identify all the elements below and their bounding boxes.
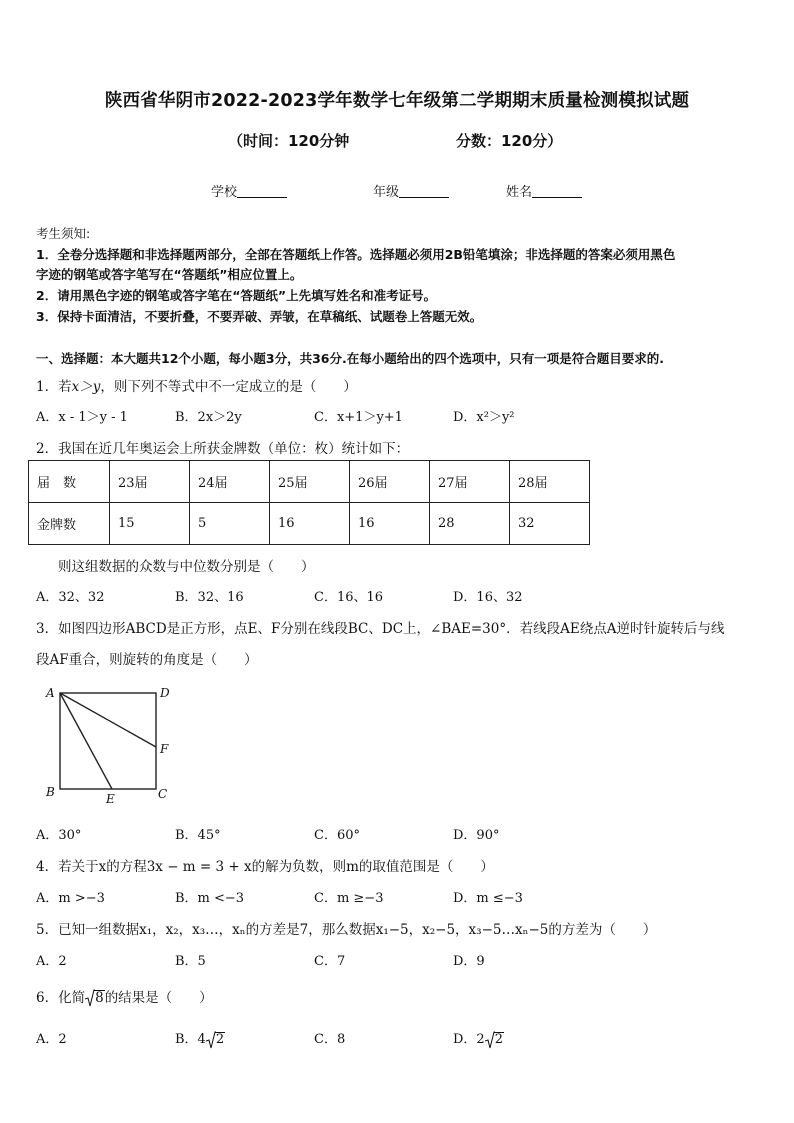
question-3-line2: 段AF重合，则旋转的角度是（ ）: [36, 652, 258, 668]
question-3-line1: 3．如图四边形ABCD是正方形，点E、F分别在线段BC、DC上，∠BAE=30°．若线段AE绕点A逆时针旋转后与线: [36, 621, 725, 637]
q3-option-a: A．30°: [36, 828, 82, 843]
section-heading: 一、选择题：本大题共12个小题，每小题3分，共36分.在每小题给出的四个选项中，只有一项是符合题目要求的.: [36, 351, 664, 366]
q6-option-c: C．8: [314, 1032, 346, 1047]
q6-option-d: [453, 1028, 504, 1047]
label-e: E: [106, 792, 115, 806]
table-cell: 28: [430, 503, 510, 545]
notice-item-2: 2．请用黑色字迹的钢笔或答字笔在“答题纸”上先填写姓名和准考证号。: [36, 288, 437, 303]
square-figure: [40, 683, 180, 811]
grade-label: 年级: [373, 185, 400, 200]
notice-item-3: 3．保持卡面清洁，不要折叠，不要弄破、弄皱，在草稿纸、试题卷上答题无效。: [36, 309, 483, 324]
grade-field: [373, 181, 449, 200]
q6-b-radicand: 2: [215, 1032, 225, 1047]
table-row: [29, 503, 590, 545]
sqrt-symbol: [485, 1032, 504, 1047]
table-row: [29, 461, 590, 503]
notice-item-1: 1．全卷分选择题和非选择题两部分，全部在答题纸上作答。选择题必须用2B铅笔填涂；非选择题的答案必须用黑色: [36, 247, 676, 262]
q4-option-d: D．m ≤−3: [453, 891, 523, 906]
exam-time: （时间：120分钟: [228, 132, 350, 150]
exam-title: 陕西省华阴市2022-2023学年数学七年级第二学期期末质量检测模拟试题: [104, 91, 690, 111]
q2-option-b: B．32、16: [175, 590, 244, 605]
q1-option-a: A．x - 1＞y - 1: [36, 410, 128, 425]
name-field: [506, 181, 582, 200]
q6-prefix: 6．化简: [36, 990, 86, 1006]
notice-heading: 考生须知:: [36, 226, 91, 241]
question-2: 2．我国在近几年奥运会上所获金牌数（单位：枚）统计如下：: [36, 441, 410, 457]
q3-option-d: D．90°: [453, 828, 500, 843]
q6-suffix: 的结果是（ ）: [104, 990, 213, 1006]
medal-table: [28, 460, 590, 545]
table-cell: 24届: [190, 461, 270, 503]
exam-score: 分数：120分）: [456, 132, 563, 150]
table-cell: 16: [350, 503, 430, 545]
q5-option-b: B．5: [175, 954, 206, 969]
table-cell: 23届: [110, 461, 190, 503]
question-1: [36, 375, 357, 395]
label-d: D: [160, 686, 170, 700]
q5-option-c: C．7: [314, 954, 346, 969]
question-5: 5．已知一组数据x₁，x₂，x₃…，xₙ的方差是7，那么数据x₁−5，x₂−5，x₃−5…xₙ−5的方差为（ ）: [36, 922, 657, 938]
school-label: 学校: [211, 185, 238, 200]
table-cell: 15: [110, 503, 190, 545]
grade-blank: [399, 185, 449, 198]
q4-option-c: C．m ≥−3: [314, 891, 384, 906]
q4-option-a: A．m >−3: [36, 891, 105, 906]
sqrt-symbol: [85, 990, 105, 1006]
q5-option-a: A．2: [36, 954, 67, 969]
question-4: 4．若关于x的方程3x − m = 3 + x的解为负数，则m的取值范围是（ ）: [36, 859, 494, 875]
table-cell: 届 数: [29, 461, 110, 503]
q2-follow: 则这组数据的众数与中位数分别是（ ）: [58, 559, 315, 575]
table-cell: 25届: [270, 461, 350, 503]
q2-option-c: C．16、16: [314, 590, 384, 605]
q6-d-radicand: 2: [494, 1032, 503, 1047]
square-diagram: [40, 683, 180, 807]
q6-radicand: 8: [95, 990, 104, 1006]
q6-option-b: [175, 1028, 225, 1047]
table-cell: 金牌数: [29, 503, 110, 545]
table-cell: 26届: [350, 461, 430, 503]
label-f: F: [160, 742, 169, 756]
q1-condition: x＞y: [71, 379, 101, 395]
q6-b-coef: B．4: [175, 1032, 206, 1047]
table-cell: 28届: [510, 461, 590, 503]
table-cell: 5: [190, 503, 270, 545]
q2-option-d: D．16、32: [453, 590, 523, 605]
table-cell: 27届: [430, 461, 510, 503]
notice-item-1-cont: 字迹的钢笔或答字笔写在“答题纸”相应位置上。: [36, 267, 303, 282]
table-cell: 32: [510, 503, 590, 545]
q1-rest: ，则下列不等式中不一定成立的是（ ）: [100, 379, 357, 395]
question-6: [36, 986, 213, 1006]
label-c: C: [158, 787, 168, 801]
label-a: A: [46, 686, 55, 700]
q3-option-b: B．45°: [175, 828, 221, 843]
name-blank: [532, 185, 582, 198]
q6-d-coef: D．2: [453, 1032, 485, 1047]
school-field: [211, 181, 287, 200]
school-blank: [237, 185, 287, 198]
q4-option-b: B．m <−3: [175, 891, 245, 906]
q1-prefix: 1．若: [36, 379, 72, 395]
q1-option-c: C．x+1＞y+1: [314, 410, 403, 425]
q1-option-b: B．2x＞2y: [175, 410, 242, 425]
q5-option-d: D．9: [453, 954, 485, 969]
square-abcd: [60, 693, 156, 789]
q2-option-a: A．32、32: [36, 590, 105, 605]
label-b: B: [46, 785, 55, 799]
table-cell: 16: [270, 503, 350, 545]
name-label: 姓名: [506, 185, 533, 200]
q3-option-c: C．60°: [314, 828, 360, 843]
q6-option-a: A．2: [36, 1032, 67, 1047]
q1-option-d: D．x²＞y²: [453, 410, 515, 425]
sqrt-symbol: [206, 1032, 225, 1047]
